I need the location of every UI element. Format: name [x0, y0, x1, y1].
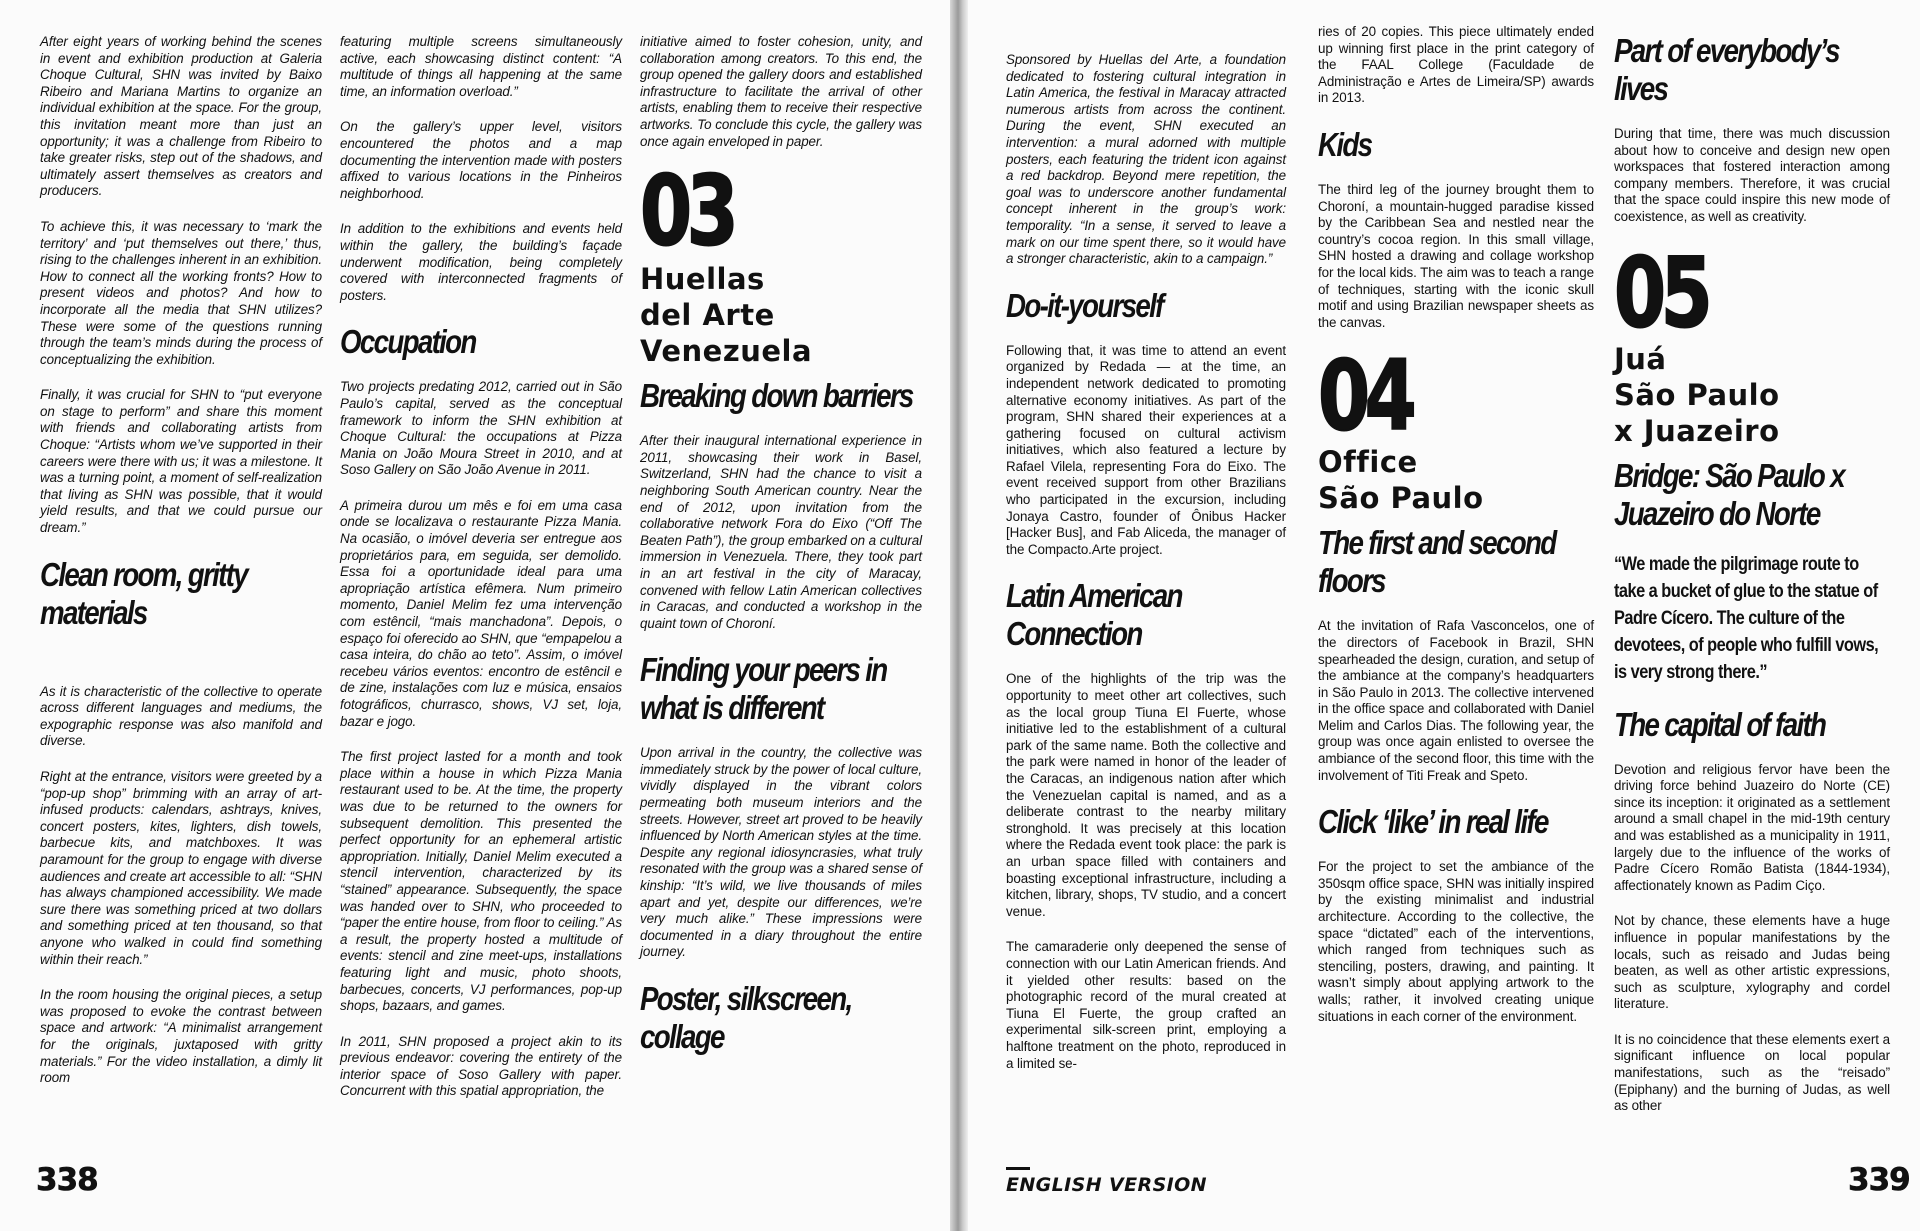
paragraph: After eight years of working behind the scenes in event and exhibition production at Galeria Choque Cultural, SHN was invited by Baixo Ribeiro and Mariana Martins to organize an individual exhibition at the space. For the group, this invitation meant more than just an opportunity; it was a challenge from Ribeiro to take greater risks, step out of the shadows, and ultimately assert themselves as creators and producers.: [40, 34, 322, 199]
paragraph: Sponsored by Huellas del Arte, a foundation dedicated to fostering cultural integration in Latin America, the festival in Maracay attracted numerous artists from across the continent. During the event, SHN executed an intervention: a mural adorned with multiple posters, each featuring the trident icon against a red backdrop. Beyond mere repetition, the goal was to underscore another fundamental concept inherent in the group’s work: temporality. “In a sense, it served to leave a mark on our time spent there, so it would have a stronger characteristic, akin to a campaign.”: [1006, 52, 1286, 267]
paragraph: For the project to set the ambiance of the 350sqm office space, SHN was initially inspired by the existing minimalist and industrial architecture. According to the collective, the space “dictated” each of the interventions, which ranged from techniques such as stenciling, posters, drawing, and painting. It wasn’t simply about applying artwork to the walls; rather, it involved creating unique situations in each corner of the environment.: [1318, 859, 1594, 1024]
paragraph: It is no coincidence that these elements exert a significant influence on local popular manifestations, such as the “reisado” (Epiphany) and the burning of Judas, as well as other: [1614, 1031, 1890, 1114]
paragraph: The camaraderie only deepened the sense of connection with our Latin American friends. And it yielded other results: based on the photographic record of the mural created at Tiuna El Fuerte, the group crafted an experimental silk-screen print, employing a halftone treatment on the photo, reproduced in a limited se-: [1006, 939, 1286, 1071]
paragraph: In 2011, SHN proposed a project akin to its previous endeavor: covering the entirety of the interior space of Soso Gallery with paper. Concurrent with this spatial appropriation, the: [340, 1033, 622, 1099]
paragraph: During that time, there was much discussion about how to conceive and design new open workspaces that fostered interaction among company members. Therefore, it was crucial that the space could inspire this new mode of coexistence, as well as creativity.: [1614, 126, 1890, 224]
section-title-line: Huellas: [640, 262, 765, 297]
right-column-1: [1006, 52, 1286, 1091]
section-title: [1318, 444, 1594, 516]
paragraph: Upon arrival in the country, the collective was immediately struck by the power of local culture, vividly displayed in the vibrant colors permeating both museum interiors and the streets. However, street art proved to be heavily influenced by North American styles at the time. Despite any regional idiosyncrasies, what truly resonated with the group was a shared sense of kinship: “It’s wild, we live thousands of miles apart and yet, despite our differences, we’re very much alike.” These impressions were documented in a diary throughout the entire journey.: [640, 745, 922, 960]
section-title-line: del Arte: [640, 298, 775, 333]
paragraph: In addition to the exhibitions and events held within the gallery, the building’s façade underwent modification, being completely covered with interconnected fragments of posters.: [340, 221, 622, 303]
page-number: 339: [1848, 1162, 1910, 1198]
paragraph: Finally, it was crucial for SHN to “put everyone on stage to perform” and share this moment with friends and collaborating artists from Choque: “Artists whom we’ve supported in their careers were there with us; it was a milestone. It was a turning point, a moment of self-realization that living as SHN was possible, that it would yield results, and that we could pursue our dream.”: [40, 387, 322, 536]
subheading-latin-connection: Latin American Connection: [1006, 577, 1182, 653]
paragraph: A primeira durou um mês e foi em uma casa onde se localizava o restaurante Pizza Mania. Na ocasião, o imóvel deveria ser entregue aos proprietários para, em seguida, ser demolido. Essa foi a oportunidade ideal para uma apropriação artística efêmera. Num primeiro momento, Daniel Melim fez uma intervenção com estêncil, “mais manchadona”. Depois, o espaço foi oferecido ao SHN, que “empapelou a casa inteira, do chão ao teto”. Assim, o imóvel recebeu vários eventos: encontro de estêncil e de zine, instalações com luz e música, ensaios fotográficos, churrasco, shows, VJ set, loja, bazar e jogo.: [340, 497, 622, 729]
left-page: [0, 0, 950, 1231]
paragraph: Following that, it was time to attend an event organized by Redada — at the time, an independent network dedicated to promoting alternative economy initiatives. As part of the program, SHN shared their experiences at a gathering focused on cultural activism initiatives, which also featured a lecture by Rafael Vilela, representing Fora do Eixo. The event received support from other Brazilians who participated in the excursion, including Jonaya Castro, founder of Ônibus Hacker [Hacker Bus], and Fab Aliceda, the manager of the Compacto.Arte project.: [1006, 342, 1286, 557]
paragraph: As it is characteristic of the collective to operate across different languages and mediums, the expographic response was also manifold and diverse.: [40, 683, 322, 749]
paragraph: One of the highlights of the trip was the opportunity to meet other art collectives, such as the local group Tiuna El Fuerte, whose initiative led to the establishment of a cultural park of the same name. Both the collective and the park were named in honor of the leader of the Caracas, an indigenous nation after which the Venezuelan capital is named, and as a deliberate contrast to the nearby military stronghold. It was precisely at this location where the Redada event took place: the park is an urban space filled with containers and boasting exceptional infrastructure, including a kitchen, library, shops, TV studio, and a concert venue.: [1006, 671, 1286, 919]
subheading-poster-silkscreen: Poster, silkscreen, collage: [640, 980, 852, 1055]
paragraph: On the gallery’s upper level, visitors encountered the photos and a map documenting the intervention made with posters affixed to various locations in the Pinheiros neighborhood.: [340, 119, 622, 201]
section-title-line: Juá: [1614, 341, 1667, 376]
subheading-breaking-barriers: Breaking down barriers: [640, 377, 913, 415]
footer-rule: [1006, 1167, 1030, 1170]
paragraph: Devotion and religious fervor have been the driving force behind Juazeiro do Norte (CE) since its inception: it originated as a settlement around a small chapel in the mid-19th century and was established as a municipality in 1911, largely due to the influence of the works of Padre Cícero Romão Batista (1844-1934), affectionately known as Padim Ciço.: [1614, 761, 1890, 893]
section-number: 04: [1318, 340, 1412, 453]
section-number: 05: [1614, 236, 1708, 349]
paragraph: Two projects predating 2012, carried out in São Paulo’s capital, served as the conceptual framework to inform the SHN exhibition at Choque Cultural: the occupations at Pizza Mania on João Moura Street in 2010, and at Soso Gallery on São João Avenue in 2011.: [340, 379, 622, 478]
paragraph: Right at the entrance, visitors were greeted by a “pop-up shop” brimming with an array of art-infused products: calendars, ashtrays, knives, concert posters, kites, lighters, dish towels, barbecue kits, and matchboxes. It was paramount for the group to engage with diverse audiences and create art accessible to all: “SHN has always championed accessibility. We made sure there was something priced at two dollars and something priced at ten thousand, so that anyone who walked in could find something within their reach.”: [40, 769, 322, 967]
paragraph: ries of 20 copies. This piece ultimately ended up winning first place in the print category of the FAAL College (Faculdade de Administração e Artes de Limeira/SP) awards in 2013.: [1318, 24, 1594, 106]
pull-quote: “We made the pilgrimage route to take a bucket of glue to the statue of Padre Cícero. The culture of the devotees, of people who fulfill vows, is very strong there.”: [1614, 553, 1879, 683]
paragraph: At the invitation of Rafa Vasconcelos, one of the directors of Facebook in Brazil, SHN spearheaded the design, curation, and setup of the ambiance at the company’s headquarters in São Paulo in 2013. The collective intervened in the office space and collaborated with Daniel Melim and Carlos Dias. The following year, the group was once again enlisted to oversee the ambiance of the second floor, this time with the involvement of Titi Freak and Speto.: [1318, 618, 1594, 783]
paragraph: The first project lasted for a month and took place within a house in which Pizza Mania restaurant used to be. At the time, the property was due to be returned to the owners for subsequent demolition. This presented the perfect opportunity for an ephemeral artistic appropriation. Initially, Daniel Melim executed a stencil intervention, characterized by its “stained” appearance. Subsequently, the space was handed over to SHN, who proceeded to “paper the entire house, from floor to ceiling.” As a result, the property hosted a multitude of events: stencil and zine meet-ups, installations featuring light and music, photo shoots, barbecues, concerts, VJ performances, pop-up shops, bazaars, and games.: [340, 749, 622, 1014]
subheading-diy: Do-it-yourself: [1006, 286, 1163, 324]
paragraph: featuring multiple screens simultaneously active, each showcasing distinct content: “A multitude of things all happening at the same time, an information overload.”: [340, 34, 622, 99]
section-title-line: São Paulo: [1614, 377, 1780, 412]
subheading-finding-peers: Finding your peers in what is different: [640, 651, 887, 727]
section-title-line: Office: [1318, 445, 1418, 480]
subheading-click-like: Click ‘like’ in real life: [1318, 803, 1548, 841]
subheading-capital-of-faith: The capital of faith: [1614, 705, 1826, 743]
paragraph: The third leg of the journey brought them to Choroní, a mountain-hugged paradise kissed by the Caribbean Sea and nestled near the country’s cocoa region. In this small village, SHN hosted a drawing and collage workshop for the local kids. The aim was to teach a range of techniques, starting with the iconic skull motif and using Brazilian newspaper sheets as the canvas.: [1318, 181, 1594, 330]
section-title-line: São Paulo: [1318, 481, 1484, 516]
book-gutter: [950, 0, 968, 1231]
subheading-clean-room: Clean room, gritty materials: [40, 555, 247, 631]
section-title-line: Venezuela: [640, 334, 813, 369]
subheading-occupation: Occupation: [340, 323, 476, 361]
left-column-2: [340, 34, 622, 1119]
paragraph: Not by chance, these elements have a huge influence in popular manifestations by the locals, such as reisado and Judas being beaten, as well as other artistic expressions, such as sculpture, xylography and cordel literature.: [1614, 913, 1890, 1012]
paragraph: initiative aimed to foster cohesion, unity, and collaboration among creators. To this end, the group opened the gallery doors and established infrastructure to facilitate the arrival of other artists, enabling them to receive their respective artworks. To conclude this cycle, the gallery was once again enveloped in paper.: [640, 34, 922, 149]
section-number: 03: [640, 155, 734, 268]
subheading-kids: Kids: [1318, 125, 1372, 163]
page-number: 338: [36, 1162, 98, 1198]
right-column-3: [1614, 30, 1890, 1134]
right-column-2: [1318, 24, 1594, 1044]
section-title-line: x Juazeiro: [1614, 413, 1780, 448]
section-title: [1614, 341, 1890, 449]
footer-label: ENGLISH VERSION: [1006, 1174, 1207, 1196]
subheading-first-second-floors: The first and second floors: [1318, 524, 1556, 600]
paragraph: After their inaugural international experience in 2011, showcasing their work in Basel, Switzerland, SHN had the chance to visit a neighboring South American country. Near the end of 2012, upon invitation from the collaborative network Fora do Eixo (“Off The Beaten Path”), the group embarked on a cultural immersion in Venezuela. There, they took part in an art festival in the city of Maracay, convened with fellow Latin American collectives in Caracas, and conducted a workshop in the quaint town of Choroní.: [640, 433, 922, 631]
paragraph: To achieve this, it was necessary to ‘mark the territory’ and ‘put themselves out there,’ thus, rising to the challenges inherent in an exhibition. How to connect all the working fronts? How to present videos and photos? And how to incorporate all the media that SHN utilizes? These were some of the questions running through the team’s minds during the process of conceptualizing the exhibition.: [40, 218, 322, 367]
section-title: [640, 261, 922, 369]
left-column-1: [40, 34, 322, 1106]
left-column-3: [640, 34, 922, 1074]
paragraph: In the room housing the original pieces, a setup was proposed to evoke the contrast between space and artwork: “A minimalist arrangement for the originals, juxtaposed with gritty materials.” For the video installation, a dimly lit room: [40, 987, 322, 1086]
subheading-part-of-lives: Part of everybody’s lives: [1614, 32, 1839, 107]
subheading-bridge: Bridge: São Paulo x Juazeiro do Norte: [1614, 456, 1844, 532]
right-page: [968, 0, 1920, 1231]
